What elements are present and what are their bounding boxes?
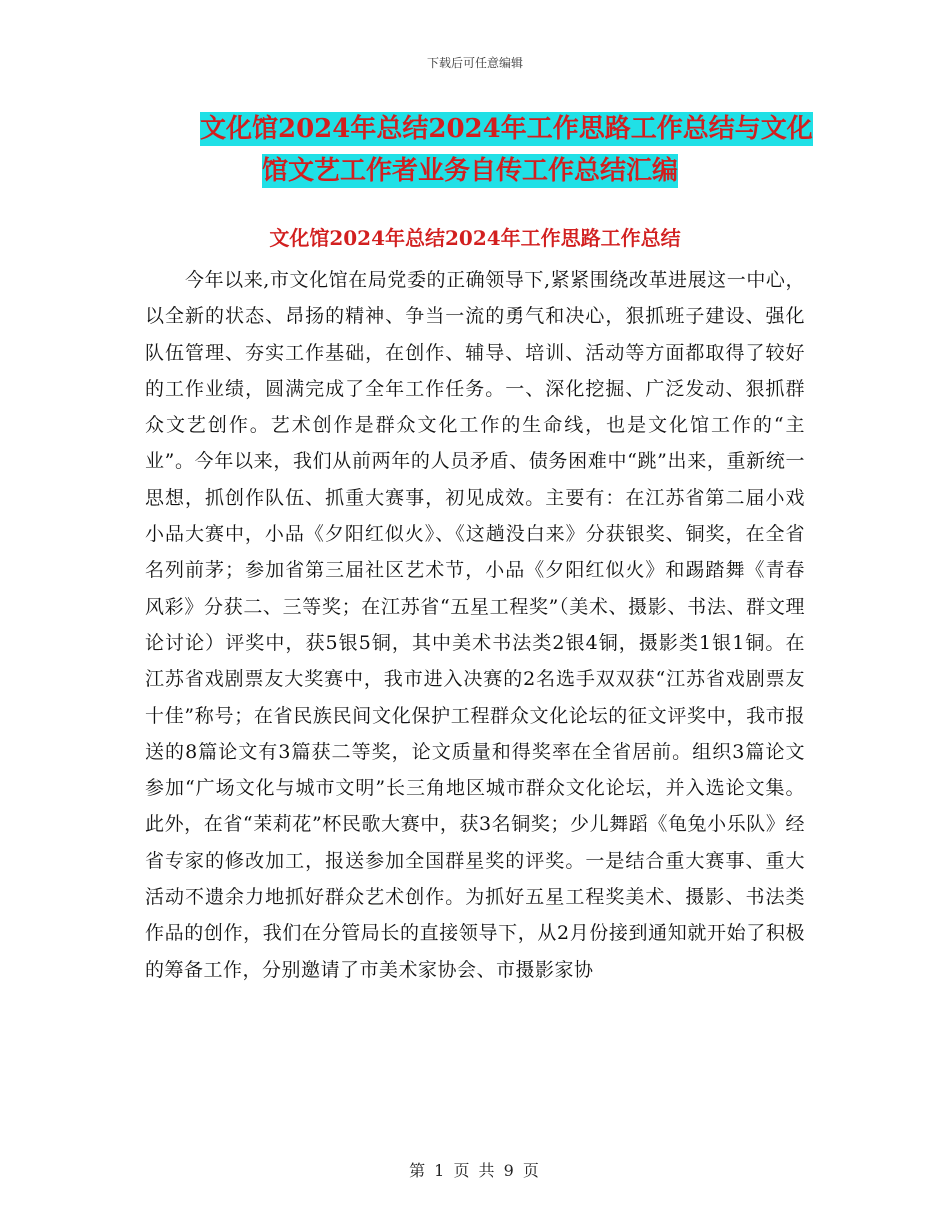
document-title-line1 xyxy=(200,108,813,150)
document-title-line2 xyxy=(262,150,810,192)
title-highlight-1: 文化馆2024年总结2024年工作思路工作总结与文化 xyxy=(200,114,813,144)
document-title xyxy=(200,108,813,192)
body-paragraph: 今年以来,市文化馆在局党委的正确领导下,紧紧围绕改革进展这一中心，以全新的状态、昂扬的精神、争当一流的勇气和决心，狠抓班子建设、强化队伍管理、夯实工作基础，在创作、辅导、培训、活动等方面都取得了较好的工作业绩，圆满完成了全年工作任务。一、深化挖掘、广泛发动、狠抓群众文艺创作。艺术创作是群众文化工作的生命线，也是文化馆工作的“主业”。今年以来，我们从前两年的人员矛盾、债务困难中“跳”出来，重新统一思想，抓创作队伍、抓重大赛事，初见成效。主要有：在江苏省第二届小戏小品大赛中，小品《夕阳红似火》、《这趟没白来》分获银奖、铜奖，在全省名列前茅；参加省第三届社区艺术节，小品《夕阳红似火》和踢踏舞《青春风彩》分获二、三等奖；在江苏省“五星工程奖”（美术、摄影、书法、群文理论讨论）评奖中，获5银5铜，其中美术书法类2银4铜，摄影类1银1铜。在江苏省戏剧票友大奖赛中，我市进入决赛的2名选手双双获“江苏省戏剧票友十佳”称号；在省民族民间文化保护工程群众文化论坛的征文评奖中，我市报送的8篇论文有3篇获二等奖，论文质量和得奖率在全省居前。组织3篇论文参加“广场文化与城市文明”长三角地区城市群众文化论坛，并入选论文集。此外，在省“茉莉花”杯民歌大赛中，获3名铜奖；少儿舞蹈《龟兔小乐队》经省专家的修改加工，报送参加全国群星奖的评奖。一是结合重大赛事、重大活动不遗余力地抓好群众艺术创作。为抓好五星工程奖美术、摄影、书法类作品的创作，我们在分管局长的直接领导下，从2月份接到通知就开始了积极的筹备工作，分别邀请了市美术家协会、市摄影家协 xyxy=(145,269,805,981)
section-title: 文化馆2024年总结2024年工作思路工作总结 xyxy=(269,226,681,250)
page-number-footer: 第 1 页 共 9 页 xyxy=(409,1161,541,1180)
title-highlight-2: 馆文艺工作者业务自传工作总结汇编 xyxy=(262,156,679,186)
header-note: 下载后可任意编辑 xyxy=(426,56,523,70)
